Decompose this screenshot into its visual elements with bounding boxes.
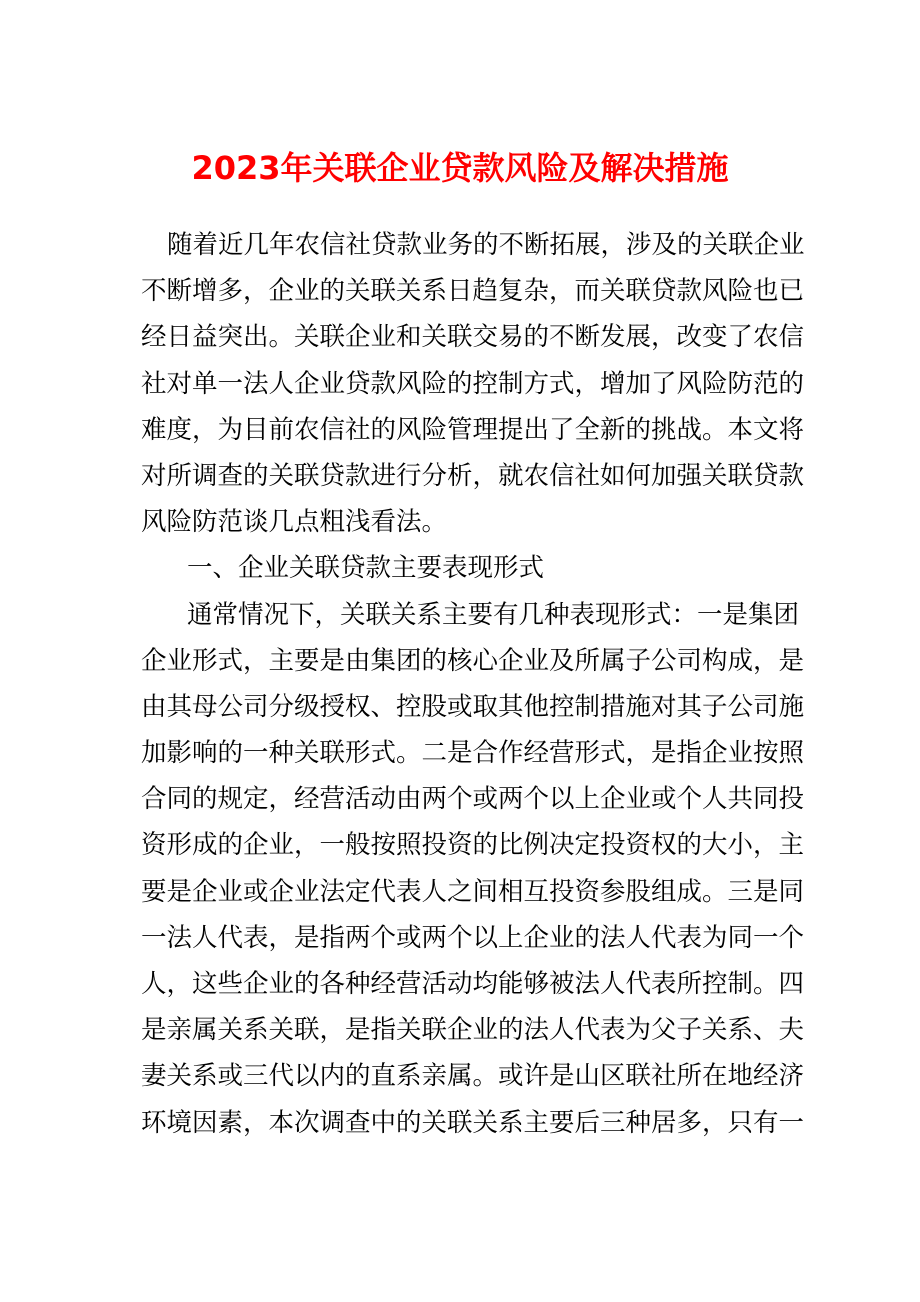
text-line: 不断增多，企业的关联关系日趋复杂，而关联贷款风险也已 [141, 276, 805, 307]
paragraph-intro [141, 222, 805, 545]
text-line: 社对单一法人企业贷款风险的控制方式，增加了风险防范的 [141, 368, 805, 399]
text-line: 是亲属关系关联，是指关联企业的法人代表为父子关系、夫 [141, 1015, 805, 1046]
text-line: 风险防范谈几点粗浅看法。 [141, 507, 448, 538]
text-line: 随着近几年农信社贷款业务的不断拓展，涉及的关联企业 [167, 230, 805, 260]
section-heading [141, 545, 781, 591]
document-body [141, 222, 805, 1146]
text-line: 加影响的一种关联形式。二是合作经营形式，是指企业按照 [141, 738, 805, 769]
text-line: 对所调查的关联贷款进行分析，就农信社如何加强关联贷款 [141, 460, 805, 491]
paragraph-forms [141, 592, 805, 1146]
text-line: 资形成的企业，一般按照投资的比例决定投资权的大小，主 [141, 830, 805, 861]
text-line: 难度，为目前农信社的风险管理提出了全新的挑战。本文将 [141, 414, 805, 445]
text-line: 由其母公司分级授权、控股或取其他控制措施对其子公司施 [141, 691, 805, 722]
text-line: 一法人代表，是指两个或两个以上企业的法人代表为同一个 [141, 922, 805, 953]
text-line: 人，这些企业的各种经营活动均能够被法人代表所控制。四 [141, 969, 805, 999]
text-line: 要是企业或企业法定代表人之间相互投资参股组成。三是同 [141, 876, 805, 907]
text-line: 环境因素，本次调查中的关联关系主要后三种居多，只有一 [141, 1107, 805, 1138]
text-line: 妻关系或三代以内的直系亲属。或许是山区联社所在地经济 [141, 1061, 805, 1092]
document-title: 2023年关联企业贷款风险及解决措施 [191, 149, 729, 187]
text-line: 通常情况下，关联关系主要有几种表现形式：一是集团 [187, 599, 800, 630]
text-line: 合同的规定，经营活动由两个或两个以上企业或个人共同投 [141, 784, 805, 815]
text-line: 经日益突出。关联企业和关联交易的不断发展，改变了农信 [141, 322, 805, 353]
text-line: 企业形式，主要是由集团的核心企业及所属子公司构成，是 [141, 645, 805, 676]
heading-line: 一、企业关联贷款主要表现形式 [187, 553, 545, 584]
